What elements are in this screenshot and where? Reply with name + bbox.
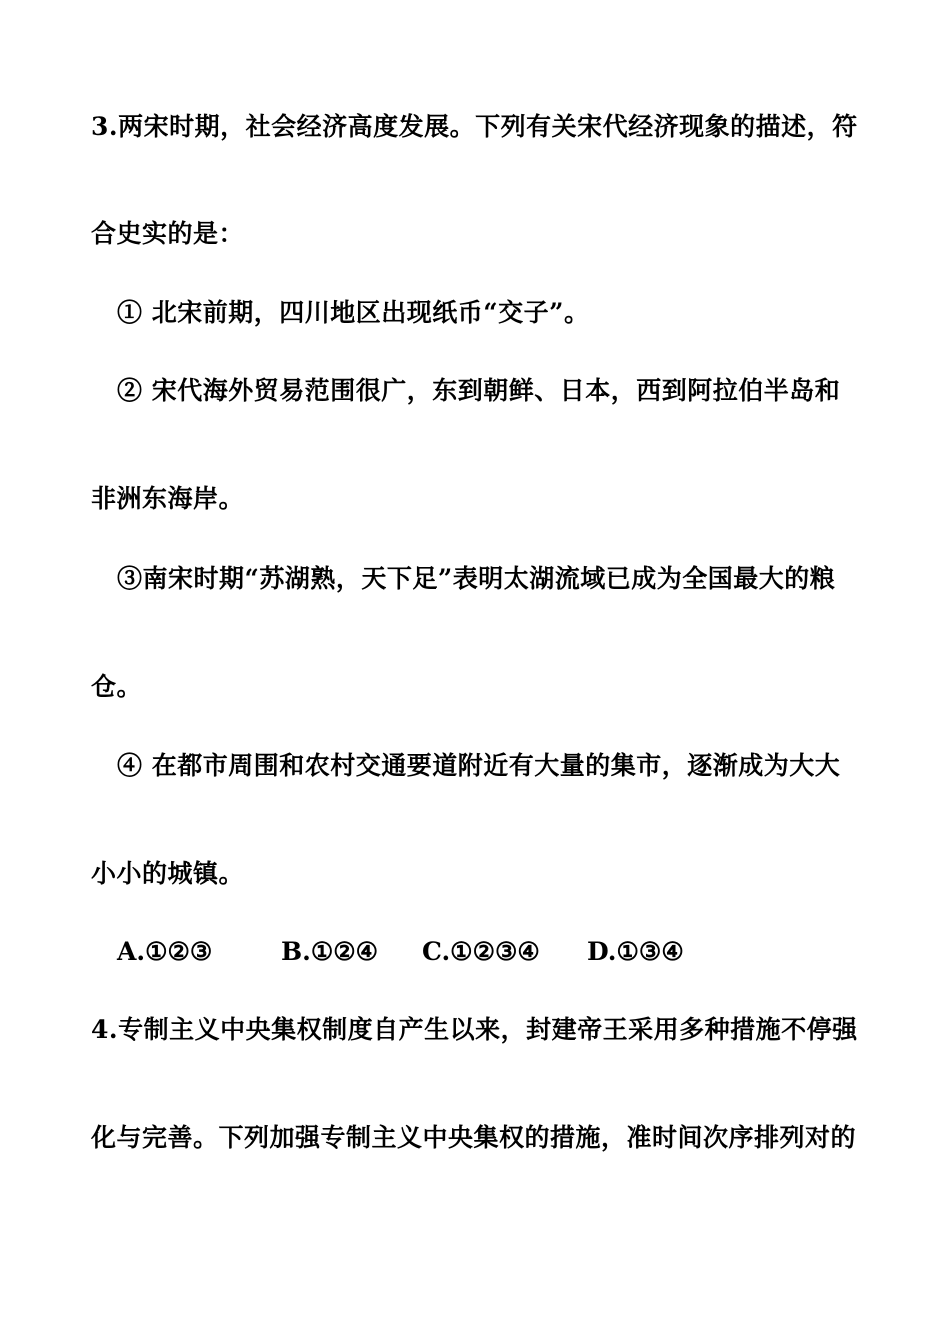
q3-item-4-line-2: 小小的城镇。 xyxy=(91,859,245,888)
q3-item-1: ① 北宋前期，四川地区出现纸币“交子”。 xyxy=(117,298,590,327)
q4-stem-line-2: 化与完善。下列加强专制主义中央集权的措施，准时间次序排列对的 xyxy=(91,1123,857,1152)
option-a: A.①②③ xyxy=(117,937,213,966)
q3-item-4-line-1: ④ 在都市周围和农村交通要道附近有大量的集市，逐渐成为大大 xyxy=(117,751,841,780)
q3-item-2-line-2: 非洲东海岸。 xyxy=(91,484,245,513)
option-d: D.①③④ xyxy=(587,937,684,966)
q3-item-3-line-1: ③南宋时期“苏湖熟，天下足”表明太湖流域已成为全国最大的粮 xyxy=(117,564,836,593)
option-c: C.①②③④ xyxy=(422,937,540,966)
q4-stem-line-1: 4.专制主义中央集权制度自产生以来，封建帝王采用多种措施不停强 xyxy=(91,1015,858,1044)
q3-stem-line-2: 合史实的是： xyxy=(91,219,245,248)
option-b: B.①②④ xyxy=(281,937,379,966)
q3-item-2-line-1: ② 宋代海外贸易范围很广，东到朝鲜、日本，西到阿拉伯半岛和 xyxy=(117,376,841,405)
q3-item-3-line-2: 仓。 xyxy=(91,672,143,701)
q3-stem-line-1: 3.两宋时期，社会经济高度发展。下列有关宋代经济现象的描述，符 xyxy=(91,112,858,141)
